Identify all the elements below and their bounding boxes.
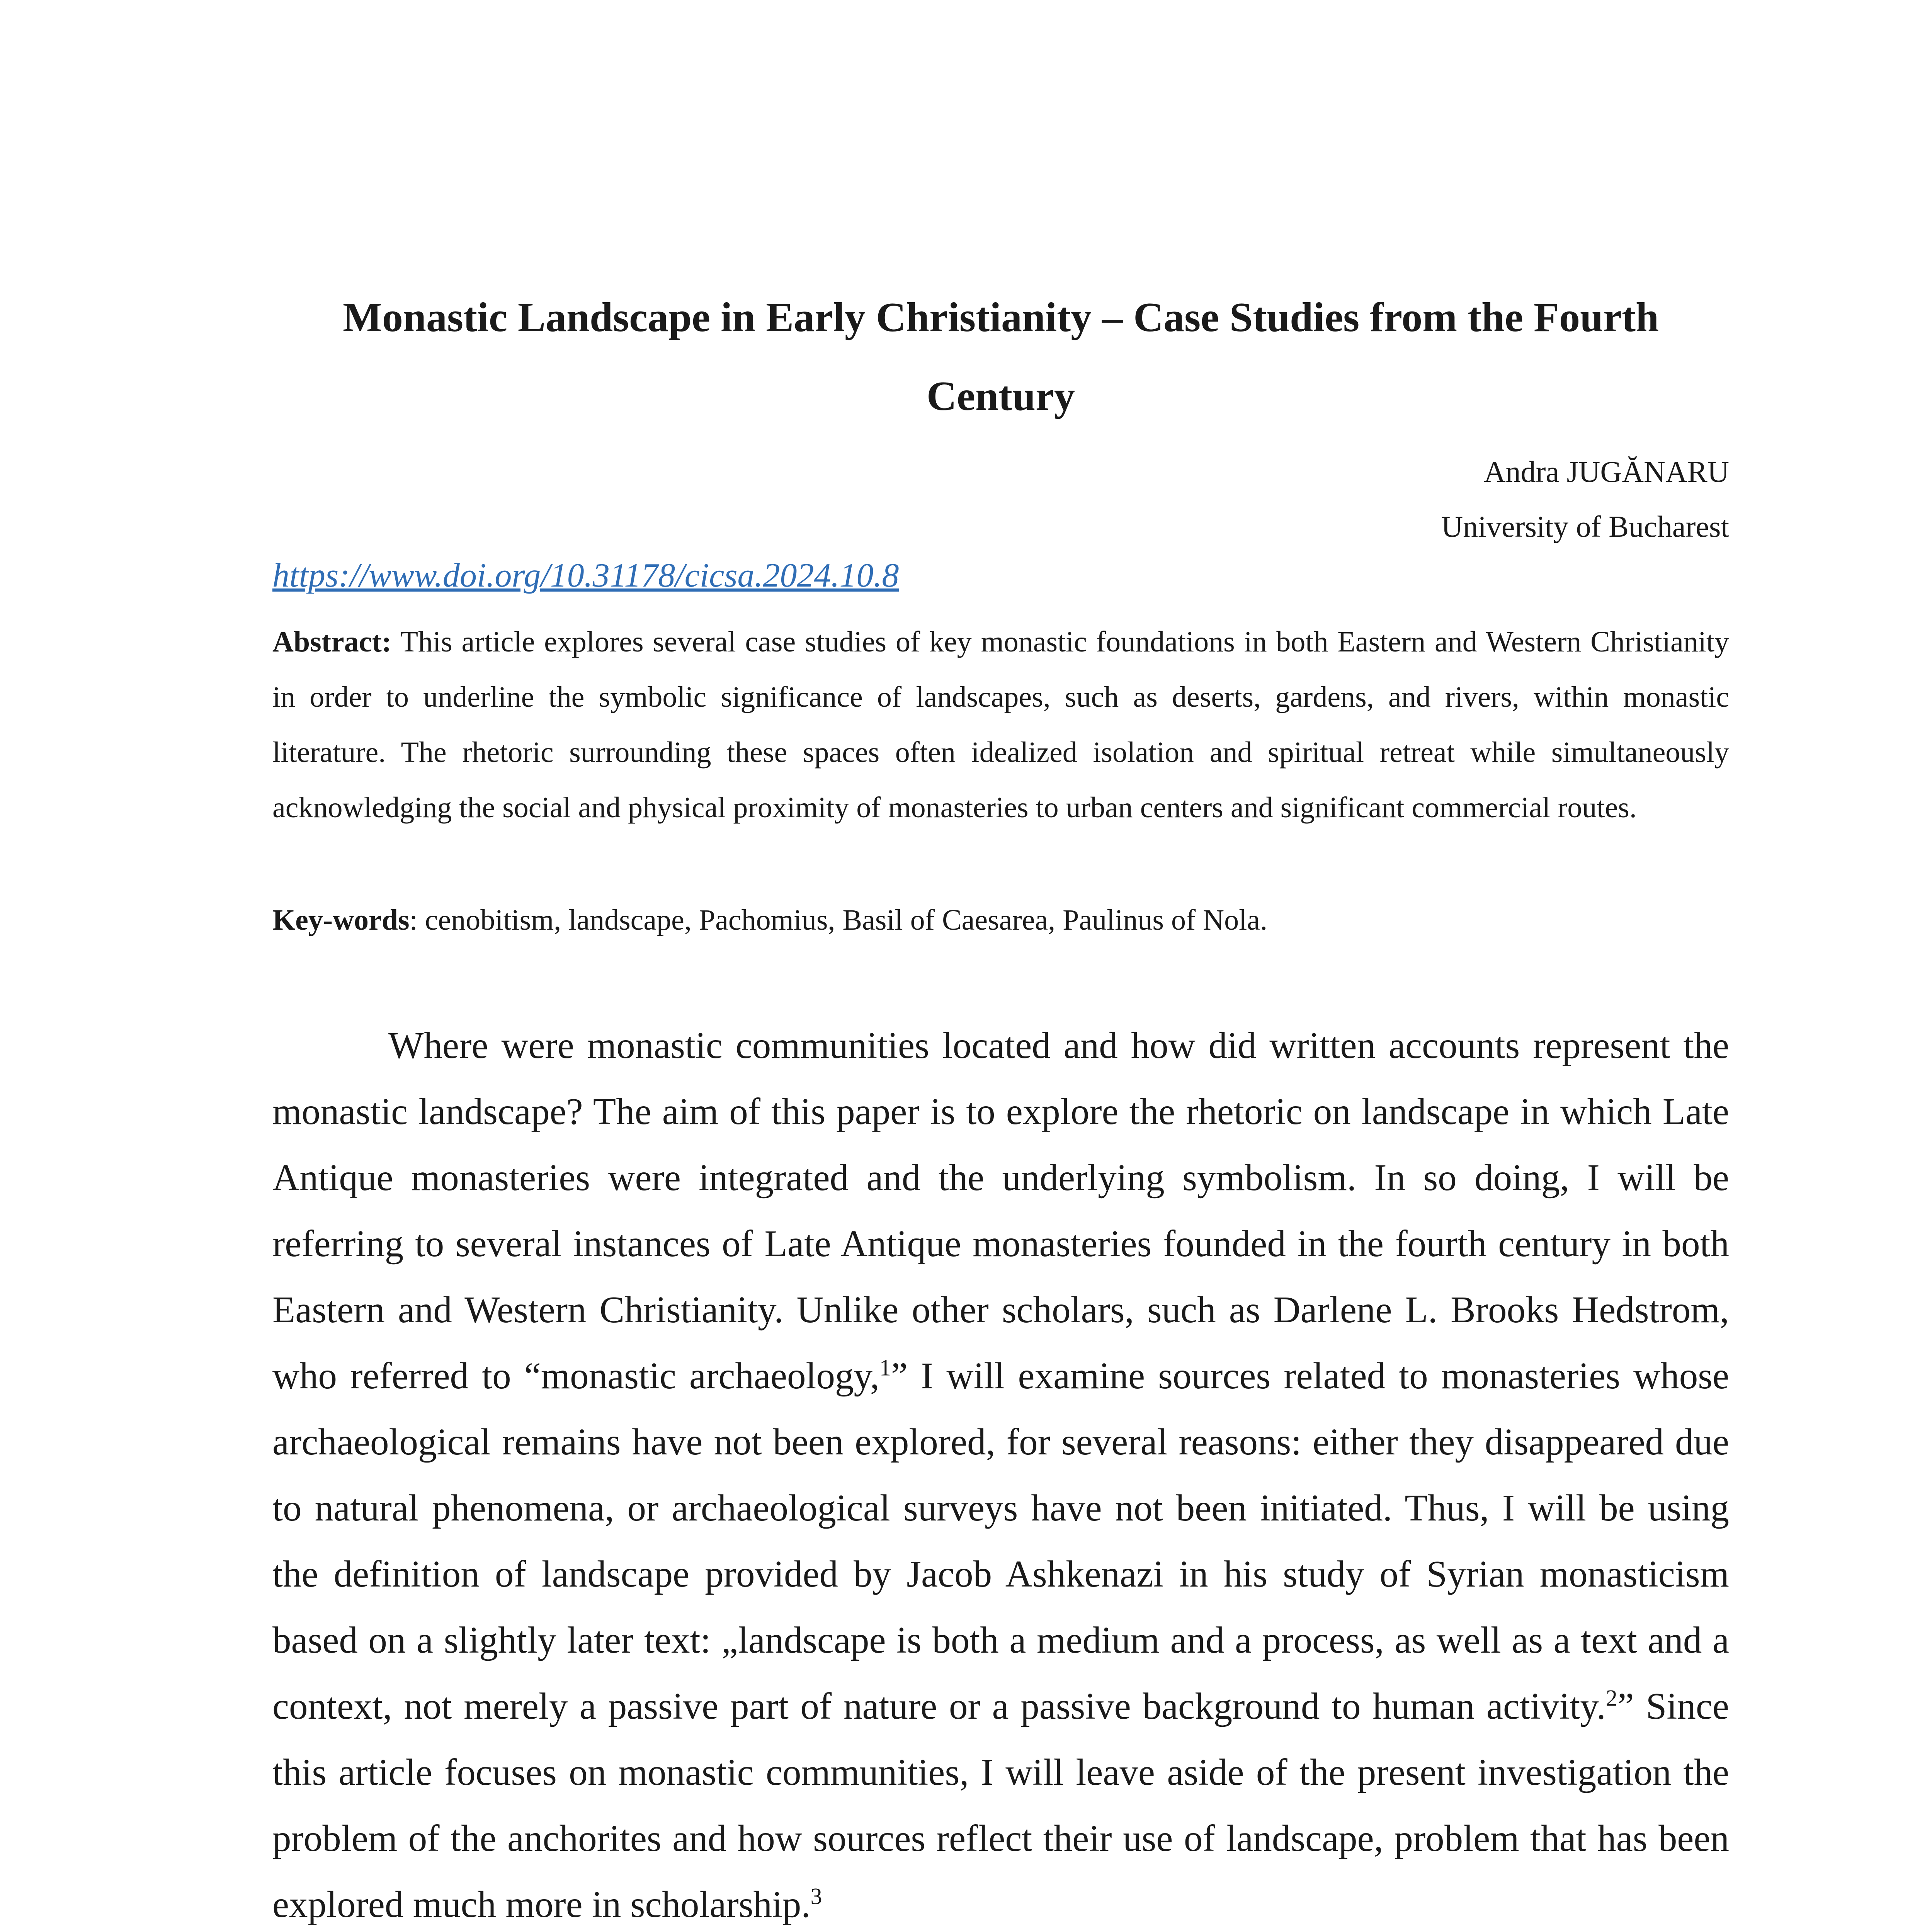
- footnote-ref-2[interactable]: 2: [1605, 1685, 1617, 1711]
- abstract: [272, 614, 1729, 835]
- author-affiliation: University of Bucharest: [1441, 510, 1729, 543]
- footnote-ref-3[interactable]: 3: [810, 1883, 822, 1909]
- paper-title: Monastic Landscape in Early Christianity – Case Studies from the Fourth Century: [342, 294, 1659, 419]
- author-block: [272, 444, 1729, 554]
- abstract-label: Abstract:: [272, 626, 392, 658]
- abstract-text: This article explores several case studies of key monastic foundations in both Eastern and Western Christianity in order to underline the symbolic significance of landscapes, such as deserts, gardens, and rivers, within monastic literature. The rhetoric surrounding these spaces often idealized isolation and spiritual retreat while simultaneously acknowledging the social and physical proximity of monasteries to urban centers and significant commercial routes.: [272, 626, 1729, 824]
- doi-line: [272, 545, 1729, 607]
- keywords-label: Key-words: [272, 904, 410, 936]
- keywords: [272, 893, 1729, 948]
- keywords-text: : cenobitism, landscape, Pachomius, Basil of Caesarea, Paulinus of Nola.: [409, 904, 1268, 936]
- body-paragraph-1: Where were monastic communities located and how did written accounts represent the monastic landscape? The aim of this paper is to explore the rhetoric on landscape in which Late Antique monasteries were integrated and the underlying symbolism. In so doing, I will be referring to several instances of Late Antique monasteries founded in the fourth century in both Eastern and Western Christianity. Unlike other scholars, such as Darlene L. Brooks Hedstrom, who referred to “monastic archaeology,$^1$” I will examine sources related to monasteries whose archaeological remains have not been explored, for several reasons: either they disappeared due to natural phenomena, or archaeological surveys have not been initiated. Thus, I will be using the definition of landscape provided by Jacob Ashkenazi in his study of Syrian monasticism based on a slightly later text: „landscape is both a medium and a process, as well as a text and a context, not merely a passive part of nature or a passive background to human activity.$^2$” Since this article focuses on monastic communities, I will leave aside of the present investigation the problem of the anchorites and how sources reflect their use of landscape, problem that has been explored much more in scholarship.$^3$: [272, 1025, 1729, 1925]
- doi-link[interactable]: https://www.doi.org/10.31178/cicsa.2024.10.8: [272, 557, 899, 594]
- footnote-ref-1[interactable]: 1: [879, 1355, 891, 1381]
- author-name: Andra JUGĂNARU: [1484, 455, 1729, 488]
- body-text: [272, 1012, 1729, 1932]
